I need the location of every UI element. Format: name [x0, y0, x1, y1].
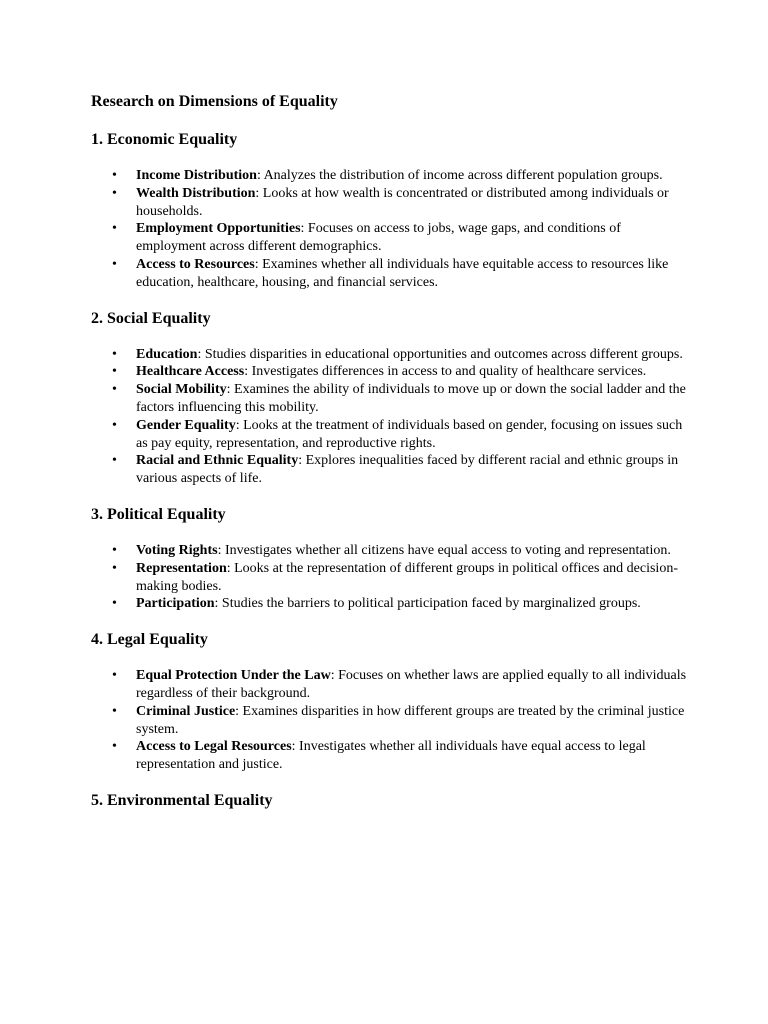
- item-description: : Examines whether all individuals have equitable access to resources like education, healthcare, housing, and financial services.: [136, 256, 669, 290]
- list-item: [91, 381, 691, 417]
- bullet-icon: •: [112, 739, 117, 755]
- list-item: [91, 185, 691, 221]
- item-term: Access to Legal Resources: [136, 739, 292, 755]
- list-item: [91, 346, 691, 364]
- item-description: : Focuses on access to jobs, wage gaps, and conditions of employment across different demographics.: [136, 221, 621, 255]
- item-description: : Examines disparities in how different groups are treated by the criminal justice system.: [136, 703, 685, 737]
- list-item: [91, 220, 691, 256]
- bullet-list: [91, 346, 691, 488]
- item-description: : Investigates whether all citizens have equal access to voting and representation.: [217, 542, 671, 558]
- list-item: [91, 560, 691, 596]
- section-heading: 2. Social Equality: [91, 309, 211, 327]
- document-title: Research on Dimensions of Equality: [91, 93, 338, 110]
- item-description: : Studies the barriers to political participation faced by marginalized groups.: [214, 596, 641, 612]
- list-item: [91, 256, 691, 292]
- section-heading: 4. Legal Equality: [91, 631, 208, 649]
- item-term: Education: [136, 346, 198, 362]
- item-description: : Examines the ability of individuals to move up or down the social ladder and the factors influencing this mobility.: [136, 382, 686, 415]
- item-term: Access to Resources: [136, 256, 255, 272]
- bullet-list: [91, 542, 691, 613]
- item-term: Wealth Distribution: [136, 185, 256, 201]
- bullet-icon: •: [112, 256, 117, 272]
- item-description: : Explores inequalities faced by different racial and ethnic groups in various aspects of life.: [136, 453, 679, 487]
- item-description: : Looks at the treatment of individuals based on gender, focusing on issues such as pay equity, representation, and reproductive rights.: [136, 417, 683, 451]
- bullet-icon: •: [112, 364, 117, 380]
- item-description: : Looks at the representation of different groups in political offices and decision-making bodies.: [136, 560, 678, 594]
- list-item: [91, 667, 691, 703]
- item-term: Participation: [136, 596, 215, 612]
- item-description: : Studies disparities in educational opportunities and outcomes across different groups.: [197, 346, 683, 362]
- bullet-icon: •: [112, 382, 117, 398]
- section-heading: 1. Economic Equality: [91, 131, 238, 148]
- item-description: : Looks at how wealth is concentrated or distributed among individuals or households.: [136, 185, 669, 219]
- item-term: Criminal Justice: [136, 703, 236, 719]
- section-heading: 5. Environmental Equality: [91, 791, 273, 809]
- section-heading: 3. Political Equality: [91, 505, 226, 523]
- bullet-icon: •: [112, 346, 117, 362]
- item-term: Voting Rights: [136, 542, 218, 558]
- bullet-list: [91, 667, 691, 774]
- bullet-icon: •: [112, 668, 117, 684]
- item-term: Income Distribution: [136, 168, 257, 183]
- item-description: : Investigates whether all individuals have equal access to legal representation and justice.: [136, 739, 646, 773]
- item-term: Healthcare Access: [136, 364, 245, 380]
- item-description: : Analyzes the distribution of income across different population groups.: [256, 168, 663, 183]
- list-item: [91, 452, 691, 488]
- item-term: Equal Protection Under the Law: [136, 668, 331, 684]
- bullet-icon: •: [112, 417, 117, 433]
- list-item: [91, 595, 691, 613]
- item-term: Racial and Ethnic Equality: [136, 453, 299, 469]
- list-item: [91, 167, 691, 185]
- list-item: [91, 417, 691, 453]
- item-term: Social Mobility: [136, 382, 227, 398]
- document-page: [91, 92, 691, 828]
- bullet-icon: •: [112, 168, 117, 183]
- list-item: [91, 542, 691, 560]
- bullet-icon: •: [112, 596, 117, 612]
- sections-container: [91, 130, 691, 811]
- bullet-icon: •: [112, 542, 117, 558]
- bullet-icon: •: [112, 453, 117, 469]
- bullet-list: [91, 167, 691, 292]
- item-term: Gender Equality: [136, 417, 236, 433]
- item-term: Employment Opportunities: [136, 221, 301, 237]
- bullet-icon: •: [112, 560, 117, 576]
- bullet-icon: •: [112, 221, 117, 237]
- item-description: : Focuses on whether laws are applied equally to all individuals regardless of their background.: [136, 668, 687, 701]
- item-description: : Investigates differences in access to and quality of healthcare services.: [244, 364, 647, 380]
- item-term: Representation: [136, 560, 227, 576]
- bullet-icon: •: [112, 703, 117, 719]
- bullet-icon: •: [112, 185, 117, 201]
- list-item: [91, 703, 691, 739]
- list-item: [91, 738, 691, 774]
- list-item: [91, 363, 691, 381]
